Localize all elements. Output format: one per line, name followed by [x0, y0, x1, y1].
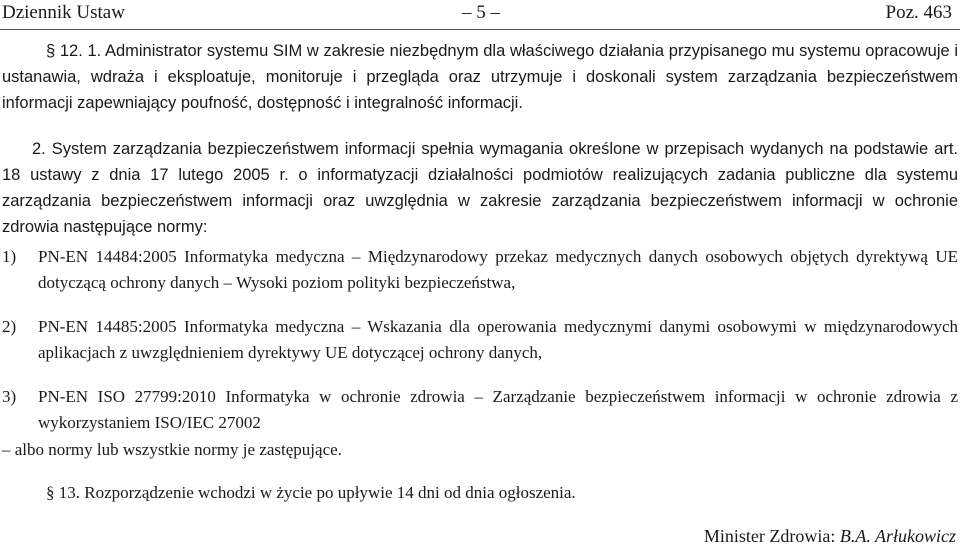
norm-text: PN-EN 14485:2005 Informatyka medyczna – Wskazania dla operowania medycznymi danymi osobowymi w międzynarodowych aplikacjach z uwzględnieniem dyrektywy UE dotyczącej ochrony danych,	[38, 317, 958, 362]
norm-number: 1)	[2, 247, 17, 266]
page-number: – 5 –	[462, 2, 500, 23]
norms-list	[2, 244, 958, 436]
signature-title: Minister Zdrowia:	[703, 526, 836, 546]
norm-item	[2, 314, 958, 366]
paragraph-13: § 13. Rozporządzenie wchodzi w życie po upływie 14 dni od dnia ogłoszenia.	[46, 483, 576, 502]
paragraph-12-2: 2. System zarządzania bezpieczeństwem informacji spełnia wymagania określone w przepisach wydanych na podstawie art. 18 ustawy z dnia 17 lutego 2005 r. o informatyzacji działalności podmiotów realizujących zadania publiczne dla systemu zarządzania bezpieczeństwem informacji oraz uwzględnia w zakresie zarządzania bezpieczeństwem informacji w ochronie zdrowia następujące normy:	[2, 140, 958, 236]
signature-name: B.A. Arłukowicz	[839, 526, 956, 546]
norm-text: PN-EN ISO 27799:2010 Informatyka w ochronie zdrowia – Zarządzanie bezpieczeństwem informacji w ochronie zdrowia z wykorzystaniem ISO/IEC 27002	[38, 387, 958, 432]
closing-line: – albo normy lub wszystkie normy je zastępujące.	[2, 440, 342, 459]
position-number: Poz. 463	[885, 2, 952, 23]
paragraph-12-1: § 12. 1. Administrator systemu SIM w zakresie niezbędnym dla właściwego działania przypisanego mu systemu opracowuje i ustanawia, wdraża i eksploatuje, monitoruje i przegląda oraz utrzymuje i doskonali system zarządzania bezpieczeństwem informacji zapewniający poufność, dostępność i integralność informacji.	[2, 42, 958, 112]
journal-title: Dziennik Ustaw	[2, 2, 125, 23]
header-rule	[0, 29, 960, 30]
norm-number: 3)	[2, 387, 17, 406]
norm-item	[2, 244, 958, 296]
signature	[704, 526, 956, 547]
norm-item	[2, 384, 958, 436]
norm-number: 2)	[2, 317, 17, 336]
norm-text: PN-EN 14484:2005 Informatyka medyczna – Międzynarodowy przekaz medycznych danych osobowych objętych dyrektywą UE dotyczącą ochrony danych – Wysoki poziom polityki bezpieczeństwa,	[38, 247, 958, 292]
